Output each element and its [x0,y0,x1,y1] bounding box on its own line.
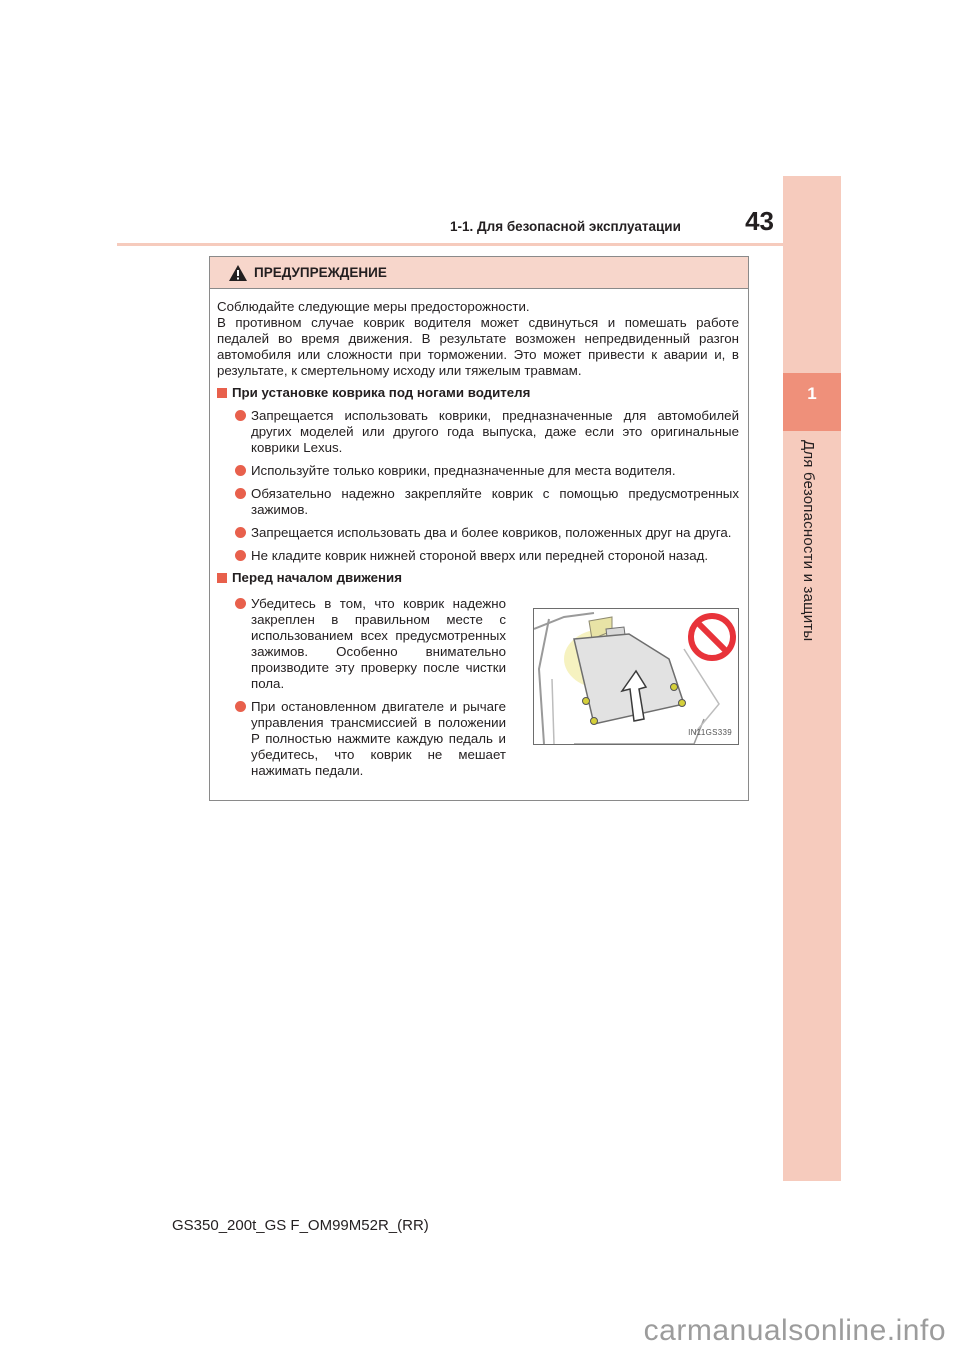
floor-mat-illustration [533,608,739,745]
list-item [217,548,739,564]
list-item [217,408,739,456]
square-bullet-icon [217,388,227,398]
warning-box [209,256,749,801]
warning-triangle-icon [228,264,248,282]
circle-bullet-icon [235,550,246,561]
section-heading [217,385,739,401]
list-item [217,596,506,692]
side-tab [783,176,841,1181]
section-heading-text: Перед началом движения [232,570,402,585]
circle-bullet-icon [235,410,246,421]
no-entry-icon [691,616,733,658]
page-number: 43 [745,206,774,236]
floor-mat-drawing [534,609,738,744]
circle-bullet-icon [235,701,246,712]
pre-drive-list [217,596,506,779]
square-bullet-icon [217,573,227,583]
illustration-code: IN11GS339 [688,728,732,737]
header-rule [117,243,783,246]
section-heading-text: При установке коврика под ногами водителя [232,385,531,400]
list-item-text: Обязательно надежно закрепляйте коврик с помощью предусмотренных зажимов. [251,486,739,517]
list-item [217,463,739,479]
chapter-label: Для безопасности и защиты [800,440,817,642]
chapter-number: 1 [807,384,817,403]
intro-line: В противном случае коврик водителя может сдвинуться и помешать работе педалей во время движения. В результате возможен непредвиденный разгон автомобиля или сложности при торможении. Это может привести к аварии и, в результате, к смертельному исходу или тяжелым травмам. [217,315,739,378]
document-code: GS350_200t_GS F_OM99M52R_(RR) [172,1217,429,1234]
list-item-text: Используйте только коврики, предназначенные для места водителя. [251,463,676,478]
section-title: 1-1. Для безопасной эксплуатации [450,219,681,234]
section-heading [217,570,739,586]
list-item-text: Убедитесь в том, что коврик надежно закреплен в правильном месте с использованием всех предусмотренных зажимов. Особенно внимательно производите эту проверку после чистки пола. [251,596,506,691]
list-item-text: При остановленном двигателе и рычаге управления трансмиссией в положении P полностью нажмите каждую педаль и убедитесь, что коврик не мешает нажимать педали. [251,699,506,778]
watermark-link[interactable]: carmanualsonline.info [643,1314,946,1347]
list-item-text: Не кладите коврик нижней стороной вверх или передней стороной назад. [251,548,709,563]
warning-body [210,289,748,779]
warning-title: ПРЕДУПРЕЖДЕНИЕ [254,265,387,280]
circle-bullet-icon [235,465,246,476]
circle-bullet-icon [235,527,246,538]
circle-bullet-icon [235,598,246,609]
warning-header [210,257,748,289]
list-item [217,699,506,779]
pre-drive-section [217,596,739,779]
list-item-text: Запрещается использовать два и более ковриков, положенных друг на друга. [251,525,732,540]
warning-intro [217,299,739,379]
intro-line: Соблюдайте следующие меры предосторожности. [217,299,530,314]
list-item [217,486,739,518]
list-item-text: Запрещается использовать коврики, предназначенные для автомобилей других моделей или другого года выпуска, даже если это оригинальные коврики Lexus. [251,408,739,455]
circle-bullet-icon [235,488,246,499]
list-item [217,525,739,541]
